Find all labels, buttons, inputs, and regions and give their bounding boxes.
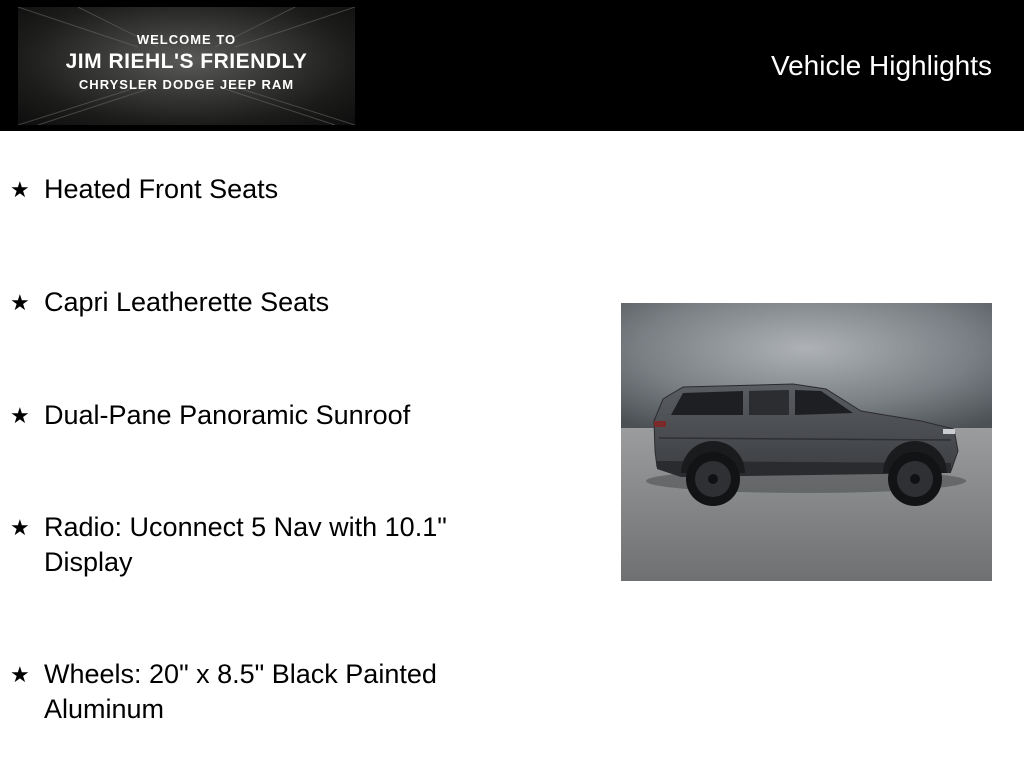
highlight-item [10,657,510,727]
highlight-item [10,285,530,320]
star-icon: ★ [10,662,30,687]
highlight-item [10,172,530,207]
star-icon: ★ [10,403,30,428]
page-title: Vehicle Highlights [770,50,992,81]
star-icon: ★ [10,515,30,540]
highlight-text: Heated Front Seats [44,174,279,204]
dealer-logo [18,7,355,125]
header-bar [0,0,1024,131]
star-icon: ★ [10,290,30,315]
highlight-text: Radio: Uconnect 5 Nav with 10.1" Display [44,512,447,577]
star-icon: ★ [10,177,30,202]
highlight-text: Capri Leatherette Seats [44,287,330,317]
highlight-item [10,398,530,433]
logo-line-dealer: JIM RIEHL'S FRIENDLY [65,50,308,73]
highlight-item [10,510,510,580]
logo-line-brands: CHRYSLER DODGE JEEP RAM [78,77,295,92]
vehicle-illustration [621,303,992,581]
logo-line-welcome: WELCOME TO [136,32,237,47]
highlight-text: Dual-Pane Panoramic Sunroof [44,400,411,430]
vehicle-photo [621,303,992,581]
highlight-text: Wheels: 20" x 8.5" Black Painted Aluminum [44,659,437,724]
